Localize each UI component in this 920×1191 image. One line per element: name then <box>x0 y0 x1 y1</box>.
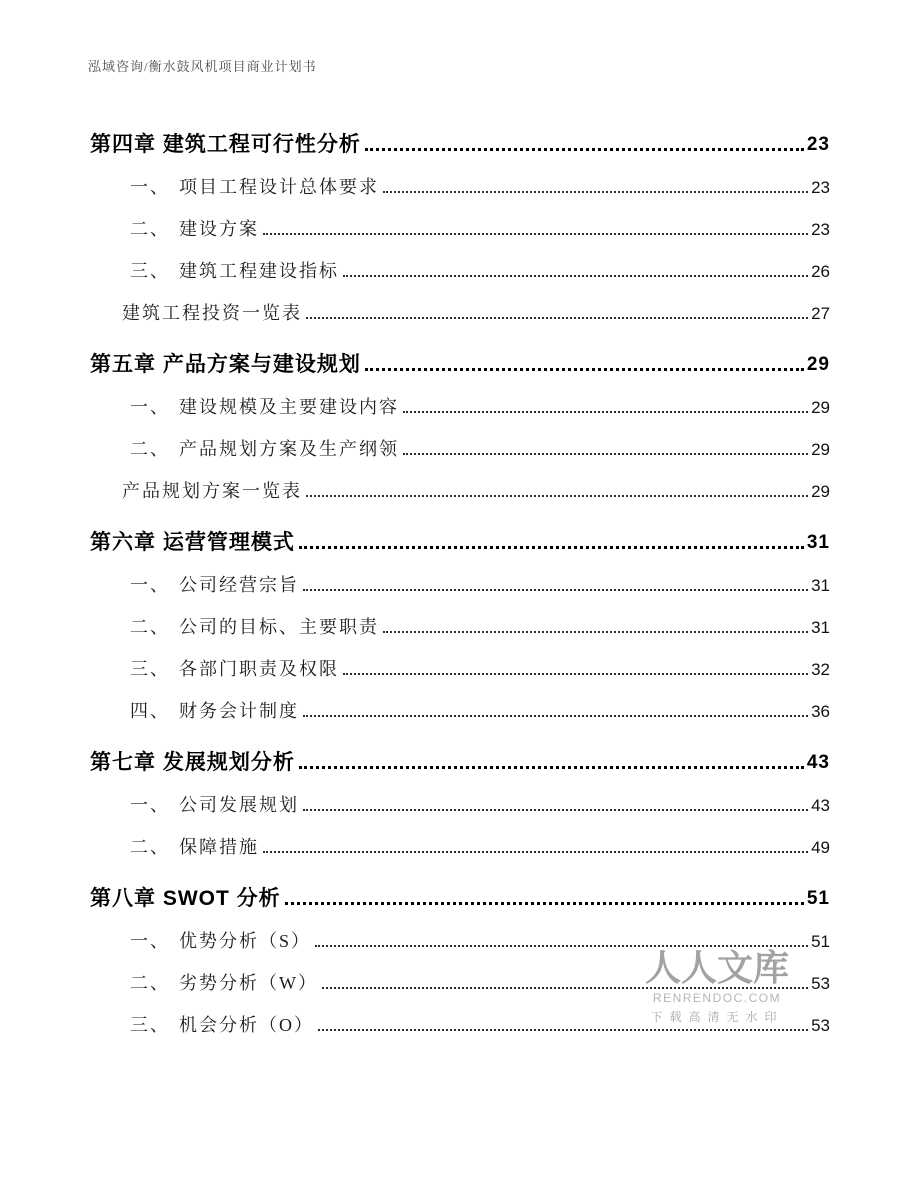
toc-entry-row[interactable] <box>90 418 830 460</box>
toc-entry-page-number: 43 <box>811 796 830 816</box>
dotted-leader <box>303 715 808 717</box>
toc-entry-number: 二、 <box>130 219 170 240</box>
toc-entry-row[interactable] <box>90 680 830 722</box>
toc-entry-page-number: 53 <box>811 974 830 994</box>
toc-entry-number: 一、 <box>130 575 170 596</box>
toc-chapter-title: 第四章 建筑工程可行性分析 <box>90 132 361 156</box>
toc-entry-label: 建筑工程投资一览表 <box>122 303 302 324</box>
dotted-leader <box>318 1029 808 1031</box>
toc-entry-label: 产品规划方案一览表 <box>122 481 302 502</box>
dotted-leader <box>343 275 808 277</box>
toc-chapter-page-number: 23 <box>806 134 830 156</box>
toc-entry-number: 二、 <box>130 439 170 460</box>
watermark-title: 人人文库 <box>644 948 789 988</box>
toc-entry-number: 三、 <box>130 261 170 282</box>
dotted-leader <box>285 902 804 905</box>
dotted-leader <box>315 945 808 947</box>
toc-chapter-page-number: 29 <box>806 354 830 376</box>
toc-entry-row[interactable] <box>90 376 830 418</box>
dotted-leader <box>303 589 808 591</box>
toc-entry-number: 二、 <box>130 973 170 994</box>
toc-entry-row[interactable] <box>90 198 830 240</box>
toc-chapter-row[interactable] <box>90 736 830 774</box>
toc-entry-row[interactable] <box>90 638 830 680</box>
toc-entry-label: 劣势分析（W） <box>179 973 318 994</box>
toc-entry-page-number: 31 <box>811 618 830 638</box>
toc-entry-label: 公司的目标、主要职责 <box>179 617 379 638</box>
toc-entry-number: 一、 <box>130 795 170 816</box>
toc-entry-page-number: 36 <box>811 702 830 722</box>
dotted-leader <box>263 851 808 853</box>
toc-entry-page-number: 29 <box>811 440 830 460</box>
toc-chapter-row[interactable] <box>90 118 830 156</box>
toc-entry-row[interactable] <box>90 774 830 816</box>
dotted-leader <box>306 317 808 319</box>
toc-entry-label: 财务会计制度 <box>179 701 299 722</box>
toc-entry-row[interactable] <box>90 816 830 858</box>
toc-chapter-title: 第五章 产品方案与建设规划 <box>90 352 361 376</box>
toc-entry-page-number: 23 <box>811 220 830 240</box>
toc-chapter-title: 第八章 SWOT 分析 <box>90 886 281 910</box>
toc-entry-label: 机会分析（O） <box>179 1015 314 1036</box>
toc-entry-label: 公司经营宗旨 <box>179 575 299 596</box>
toc-chapter-row[interactable] <box>90 338 830 376</box>
toc-chapter-page-number: 43 <box>806 752 830 774</box>
toc-entry-number: 一、 <box>130 177 170 198</box>
toc-entry-row[interactable] <box>90 994 830 1036</box>
toc-entry-page-number: 23 <box>811 178 830 198</box>
toc-entry-label: 各部门职责及权限 <box>179 659 339 680</box>
toc-entry-page-number: 29 <box>811 482 830 502</box>
dotted-leader <box>365 148 804 151</box>
dotted-leader <box>403 453 808 455</box>
toc-entry-row[interactable] <box>90 240 830 282</box>
toc-entry-row[interactable] <box>90 460 830 502</box>
dotted-leader <box>306 495 808 497</box>
toc-entry-label: 公司发展规划 <box>179 795 299 816</box>
toc-entry-label: 保障措施 <box>179 837 259 858</box>
document-header: 泓域咨询/衡水鼓风机项目商业计划书 <box>88 59 317 74</box>
dotted-leader <box>322 987 808 989</box>
toc-chapter-row[interactable] <box>90 516 830 554</box>
watermark-tagline: 下载高清无水印 <box>650 1009 784 1024</box>
toc-entry-number: 二、 <box>130 837 170 858</box>
toc-chapter-page-number: 31 <box>806 532 830 554</box>
toc-chapter-title: 第七章 发展规划分析 <box>90 750 295 774</box>
toc-entry-row[interactable] <box>90 910 830 952</box>
toc-chapter-page-number: 51 <box>806 888 830 910</box>
toc <box>90 104 830 1036</box>
dotted-leader <box>299 546 804 549</box>
dotted-leader <box>365 368 804 371</box>
toc-entry-label: 项目工程设计总体要求 <box>179 177 379 198</box>
toc-entry-row[interactable] <box>90 596 830 638</box>
dotted-leader <box>403 411 808 413</box>
toc-entry-number: 一、 <box>130 397 170 418</box>
toc-entry-number: 三、 <box>130 1015 170 1036</box>
toc-entry-row[interactable] <box>90 554 830 596</box>
toc-entry-page-number: 31 <box>811 576 830 596</box>
dotted-leader <box>383 631 808 633</box>
toc-entry-page-number: 27 <box>811 304 830 324</box>
toc-entry-page-number: 29 <box>811 398 830 418</box>
toc-entry-page-number: 51 <box>811 932 830 952</box>
toc-entry-number: 一、 <box>130 931 170 952</box>
watermark-domain: RENRENDOC.COM <box>652 990 782 1005</box>
toc-entry-label: 建设方案 <box>179 219 259 240</box>
toc-entry-label: 产品规划方案及生产纲领 <box>179 439 399 460</box>
dotted-leader <box>383 191 808 193</box>
toc-entry-number: 二、 <box>130 617 170 638</box>
toc-entry-label: 优势分析（S） <box>179 931 312 952</box>
toc-entry-page-number: 26 <box>811 262 830 282</box>
toc-entry-number: 三、 <box>130 659 170 680</box>
toc-entry-label: 建筑工程建设指标 <box>179 261 339 282</box>
toc-entry-number: 四、 <box>130 701 170 722</box>
dotted-leader <box>303 809 808 811</box>
toc-chapter-title: 第六章 运营管理模式 <box>90 530 295 554</box>
dotted-leader <box>263 233 808 235</box>
toc-entry-page-number: 53 <box>811 1016 830 1036</box>
toc-entry-row[interactable] <box>90 282 830 324</box>
dotted-leader <box>343 673 808 675</box>
toc-entry-row[interactable] <box>90 156 830 198</box>
toc-entry-row[interactable] <box>90 948 830 994</box>
toc-entry-label: 建设规模及主要建设内容 <box>179 397 399 418</box>
toc-entry-page-number: 32 <box>811 660 830 680</box>
toc-chapter-row[interactable] <box>90 872 830 910</box>
dotted-leader <box>299 766 804 769</box>
toc-entry-page-number: 49 <box>811 838 830 858</box>
